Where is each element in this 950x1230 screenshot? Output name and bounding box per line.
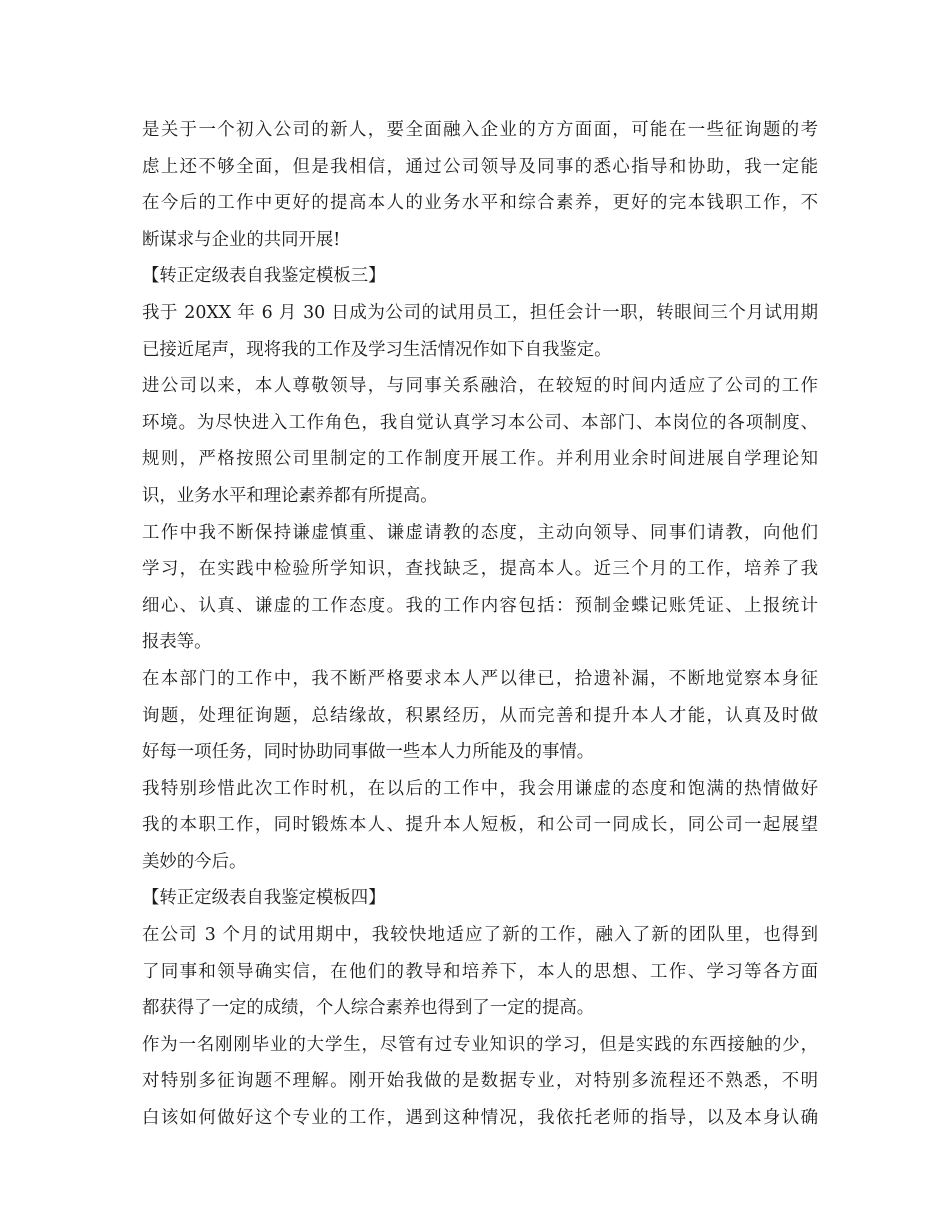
text-line: 我于 20XX 年 6 月 30 日成为公司的试用员工，担任会计一职，转眼间三个月试用期 — [142, 302, 818, 323]
text-line: 我特别珍惜此次工作时机，在以后的工作中，我会用谦虚的态度和饱满的热情做好 — [142, 778, 818, 799]
text-line: 报表等。 — [142, 632, 212, 653]
text-line: 美妙的今后。 — [142, 851, 247, 872]
document-body — [142, 112, 818, 1137]
text-line: 断谋求与企业的共同开展! — [142, 229, 341, 250]
text-line: 好每一项任务，同时协助同事做一些本人力所能及的事情。 — [142, 742, 595, 763]
text-line: 已接近尾声，现将我的工作及学习生活情况作如下自我鉴定。 — [142, 339, 612, 360]
section-heading: 【转正定级表自我鉴定模板三】 — [142, 266, 386, 287]
text-line: 白该如何做好这个专业的工作，遇到这种情况，我依托老师的指导，以及本身认确 — [142, 1108, 818, 1129]
text-line: 学习，在实践中检验所学知识，查找缺乏，提高本人。近三个月的工作，培养了我 — [142, 559, 818, 580]
text-line: 识，业务水平和理论素养都有所提高。 — [142, 485, 438, 506]
text-line: 虑上还不够全面，但是我相信，通过公司领导及同事的悉心指导和协助，我一定能 — [142, 156, 818, 177]
text-line: 作为一名刚刚毕业的大学生，尽管有过专业知识的学习，但是实践的东西接触的少， — [142, 1034, 818, 1055]
text-line: 了同事和领导确实信，在他们的教导和培养下，本人的思想、工作、学习等各方面 — [142, 961, 818, 982]
text-line: 在公司 3 个月的试用期中，我较快地适应了新的工作，融入了新的团队里，也得到 — [142, 925, 818, 946]
section-heading: 【转正定级表自我鉴定模板四】 — [142, 888, 386, 909]
text-line: 询题，处理征询题，总结缘故，积累经历，从而完善和提升本人才能，认真及时做 — [142, 705, 818, 726]
text-line: 环境。为尽快进入工作角色，我自觉认真学习本公司、本部门、本岗位的各项制度、 — [142, 412, 818, 433]
text-line: 规则，严格按照公司里制定的工作制度开展工作。并利用业余时间进展自学理论知 — [142, 449, 818, 470]
text-line: 都获得了一定的成绩，个人综合素养也得到了一定的提高。 — [142, 998, 595, 1019]
text-line: 在今后的工作中更好的提高本人的业务水平和综合素养，更好的完本钱职工作，不 — [142, 193, 818, 214]
text-line: 细心、认真、谦虚的工作态度。我的工作内容包括：预制金蝶记账凭证、上报统计 — [142, 595, 818, 616]
text-line: 是关于一个初入公司的新人，要全面融入企业的方方面面，可能在一些征询题的考 — [142, 120, 818, 140]
text-line: 我的本职工作，同时锻炼本人、提升本人短板，和公司一同成长，同公司一起展望 — [142, 815, 818, 836]
text-line: 对特别多征询题不理解。刚开始我做的是数据专业，对特别多流程还不熟悉，不明 — [142, 1071, 818, 1092]
text-line: 在本部门的工作中，我不断严格要求本人严以律已，拾遗补漏，不断地觉察本身征 — [142, 668, 818, 689]
text-line: 进公司以来，本人尊敬领导，与同事关系融洽，在较短的时间内适应了公司的工作 — [142, 376, 818, 397]
text-line: 工作中我不断保持谦虚慎重、谦虚请教的态度，主动向领导、同事们请教，向他们 — [142, 522, 818, 543]
